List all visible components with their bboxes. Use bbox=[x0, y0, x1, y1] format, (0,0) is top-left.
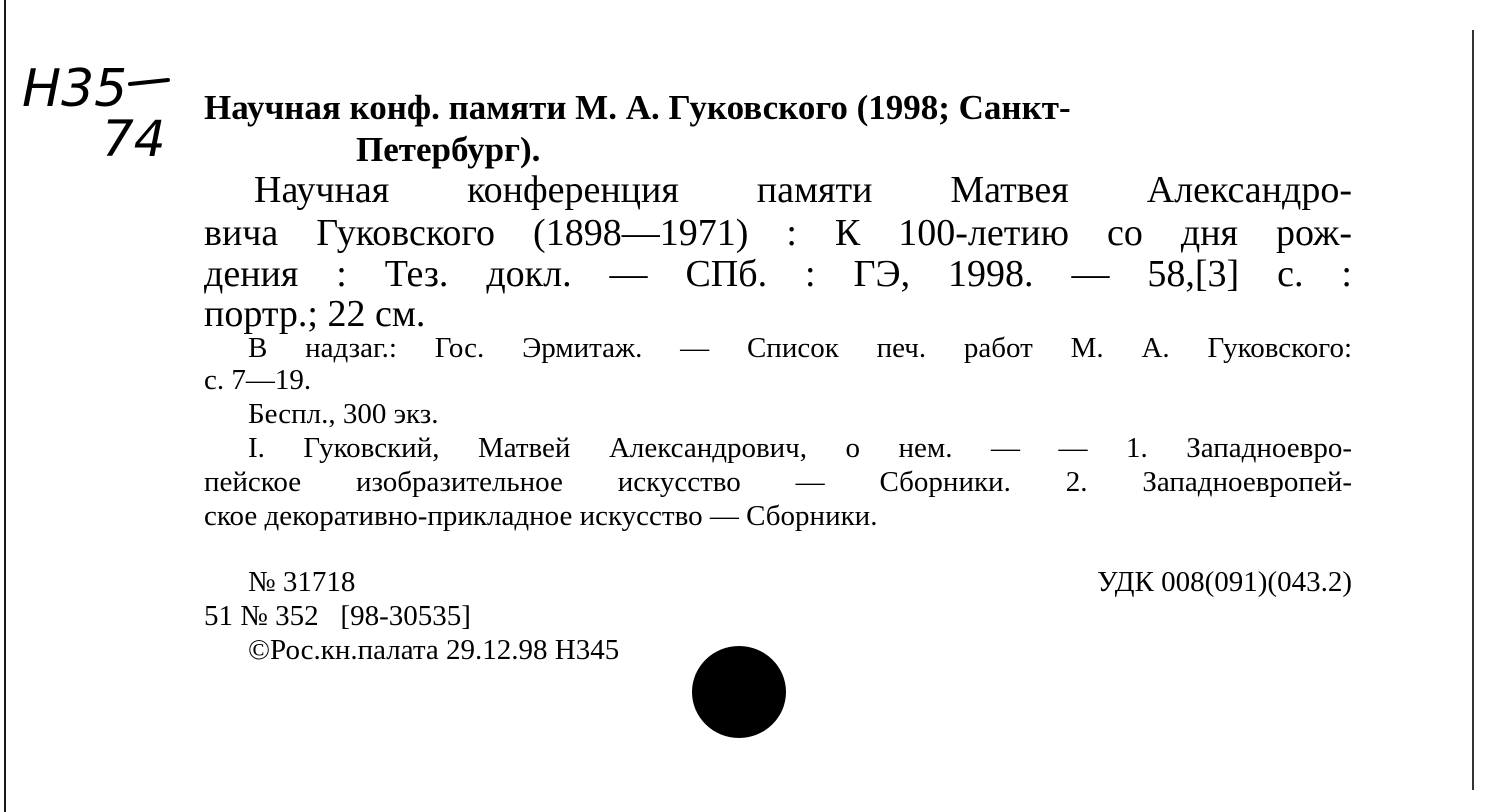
description-line-1: Научная конференция памяти Матвея Александро- bbox=[254, 169, 1352, 211]
card-number: № 31718 bbox=[248, 566, 356, 598]
handwritten-shelfmark bbox=[18, 48, 178, 168]
shelfmark-bottom: 74 bbox=[102, 110, 166, 168]
heading-line-1: Научная конф. памяти М. А. Гуковского (1998; Санкт- bbox=[204, 88, 1071, 127]
note-header-line-1: В надзаг.: Гос. Эрмитаж. — Список печ. работ М. А. Гуковского: bbox=[248, 332, 1352, 364]
registration-number: 51 № 352 [98-30535] bbox=[204, 600, 471, 632]
heading-line-2: Петербург). bbox=[356, 130, 541, 169]
shelfmark-dash bbox=[130, 80, 168, 84]
shelfmark-top: Н35 bbox=[22, 59, 128, 119]
subjects-line-2: пейское изобразительное искусство — Сборники. 2. Западноевропей- bbox=[204, 466, 1352, 498]
price-note: Беспл., 300 экз. bbox=[248, 398, 439, 430]
subjects-line-1: I. Гуковский, Матвей Александрович, о нем. — — 1. Западноевро- bbox=[248, 432, 1352, 464]
description-line-3: дения : Тез. докл. — СПб. : ГЭ, 1998. — 58,[3] с. : bbox=[204, 253, 1352, 295]
punch-hole bbox=[692, 646, 786, 738]
udk-code: УДК 008(091)(043.2) bbox=[1097, 566, 1352, 598]
note-header-line-2: с. 7—19. bbox=[204, 364, 312, 396]
description-line-4: портр.; 22 см. bbox=[204, 293, 426, 335]
copyright-line: ©Рос.кн.палата 29.12.98 Н345 bbox=[248, 634, 620, 666]
description-line-2: вича Гуковского (1898—1971) : К 100-летию со дня рож- bbox=[204, 212, 1352, 254]
card-right-edge bbox=[1472, 30, 1474, 790]
subjects-line-3: ское декоративно-прикладное искусство — Сборники. bbox=[204, 500, 878, 532]
card-left-edge bbox=[4, 0, 6, 812]
